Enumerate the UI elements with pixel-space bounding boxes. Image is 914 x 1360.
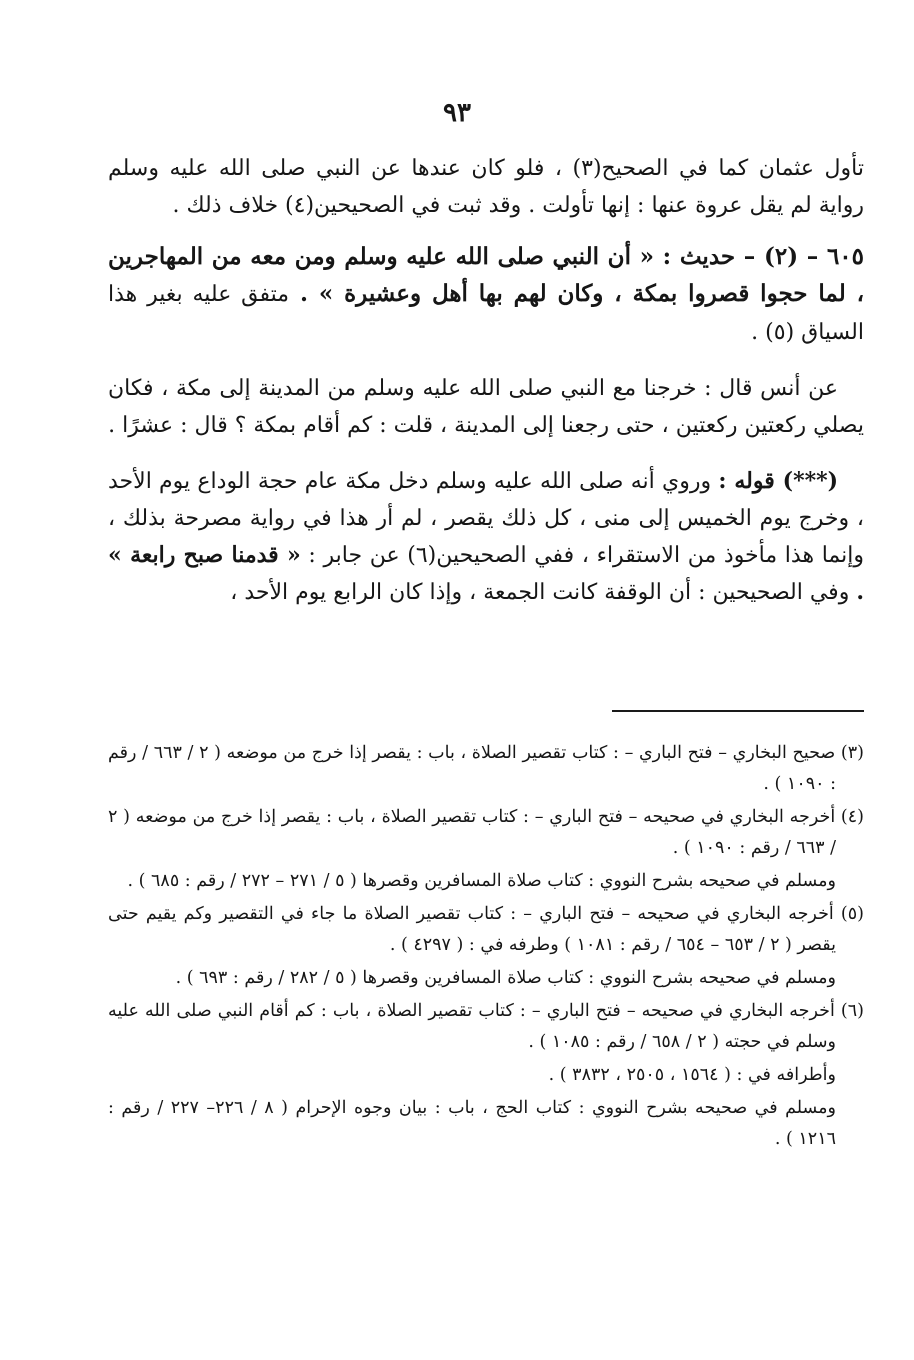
- comment-lead: (***) قوله :: [718, 468, 838, 494]
- footnote-line: ومسلم في صحيحه بشرح النووي : كتاب الحج ، باب : بيان وجوه الإحرام ( ٨ / ٢٢٦– ٢٢٧ / رقم : ١٢١٦ ) .: [108, 1098, 836, 1149]
- comment-paragraph: [108, 463, 864, 611]
- page-number: ٩٣: [443, 98, 471, 128]
- footnote-3: [108, 738, 864, 800]
- footnote-line: وأطرافه في : ( ١٥٦٤ ، ٢٥٠٥ ، ٣٨٣٢ ) .: [548, 1065, 836, 1085]
- comment-text-2: وفي الصحيحين : أن الوقفة كانت الجمعة ، وإذا كان الرابع يوم الأحد ،: [230, 580, 850, 605]
- footnote-line: ومسلم في صحيحه بشرح النووي : كتاب صلاة المسافرين وقصرها ( ٥ / ٢٨٢ / رقم : ٦٩٣ ) .: [175, 968, 836, 988]
- footnote-line: (٤) أخرجه البخاري في صحيحه – فتح الباري – : كتاب تقصير الصلاة ، باب : يقصر إذا خرج من موضعه ( ٢ / ٦٦٣ / رقم : ١٠٩٠ ) .: [108, 807, 864, 858]
- hadith-605-heading: ٦٠٥ – (٢) – حديث : « أن النبي صلى الله عليه وسلم ومن معه من المهاجرين ، لما حجوا قصروا بمكة ، وكان لهم بها أهل وعشيرة » .: [108, 243, 864, 307]
- hadith-605-tail: متفق عليه بغير هذا السياق (٥) .: [108, 282, 864, 345]
- comment-quote: « قدمنا صبح رابعة » .: [108, 542, 864, 605]
- footnote-4: [108, 802, 864, 897]
- footnote-line: (٦) أخرجه البخاري في صحيحه – فتح الباري – : كتاب تقصير الصلاة ، باب : كم أقام النبي صلى الله عليه وسلم في حجته ( ٢ / ٦٥٨ / رقم : ١٠٨٥ ) .: [108, 1001, 864, 1052]
- comment-text-1: وروي أنه صلى الله عليه وسلم دخل مكة عام حجة الوداع يوم الأحد ، وخرج يوم الخميس إلى منى ، كل ذلك يقصر ، لم أر هذا في رواية مصرحة بذلك ، وإنما هذا مأخوذ من الاستقراء ، ففي الصحيحين(٦) عن جابر :: [108, 469, 864, 568]
- hadith-605: [108, 238, 864, 351]
- main-text: [108, 150, 864, 630]
- footnote-6: [108, 996, 864, 1155]
- anas-paragraph: عن أنس قال : خرجنا مع النبي صلى الله عليه وسلم من المدينة إلى مكة ، فكان يصلي ركعتين ركعتين ، حتى رجعنا إلى المدينة ، قلت : كم أقام بمكة ؟ قال : عشرًا .: [108, 376, 864, 438]
- footnote-divider: [612, 710, 864, 712]
- footnote-line: (٣) صحيح البخاري – فتح الباري – : كتاب تقصير الصلاة ، باب : يقصر إذا خرج من موضعه ( ٢ / ٦٦٣ / رقم : ١٠٩٠ ) .: [108, 743, 864, 794]
- footnote-5: [108, 899, 864, 994]
- paragraph-continuation: تأول عثمان كما في الصحيح(٣) ، فلو كان عندها عن النبي صلى الله عليه وسلم رواية لم يقل عروة عنها : إنها تأولت . وقد ثبت في الصحيحين(٤) خلاف ذلك .: [108, 156, 864, 218]
- footnote-line: (٥) أخرجه البخاري في صحيحه – فتح الباري – : كتاب تقصير الصلاة ما جاء في التقصير وكم يقيم حتى يقصر ( ٢ / ٦٥٣ – ٦٥٤ / رقم : ١٠٨١ ) وطرفه في : ( ٤٢٩٧ ) .: [108, 904, 864, 955]
- footnote-line: ومسلم في صحيحه بشرح النووي : كتاب صلاة المسافرين وقصرها ( ٥ / ٢٧١ – ٢٧٢ / رقم : ٦٨٥ ) .: [127, 871, 836, 891]
- footnotes: [108, 738, 864, 1157]
